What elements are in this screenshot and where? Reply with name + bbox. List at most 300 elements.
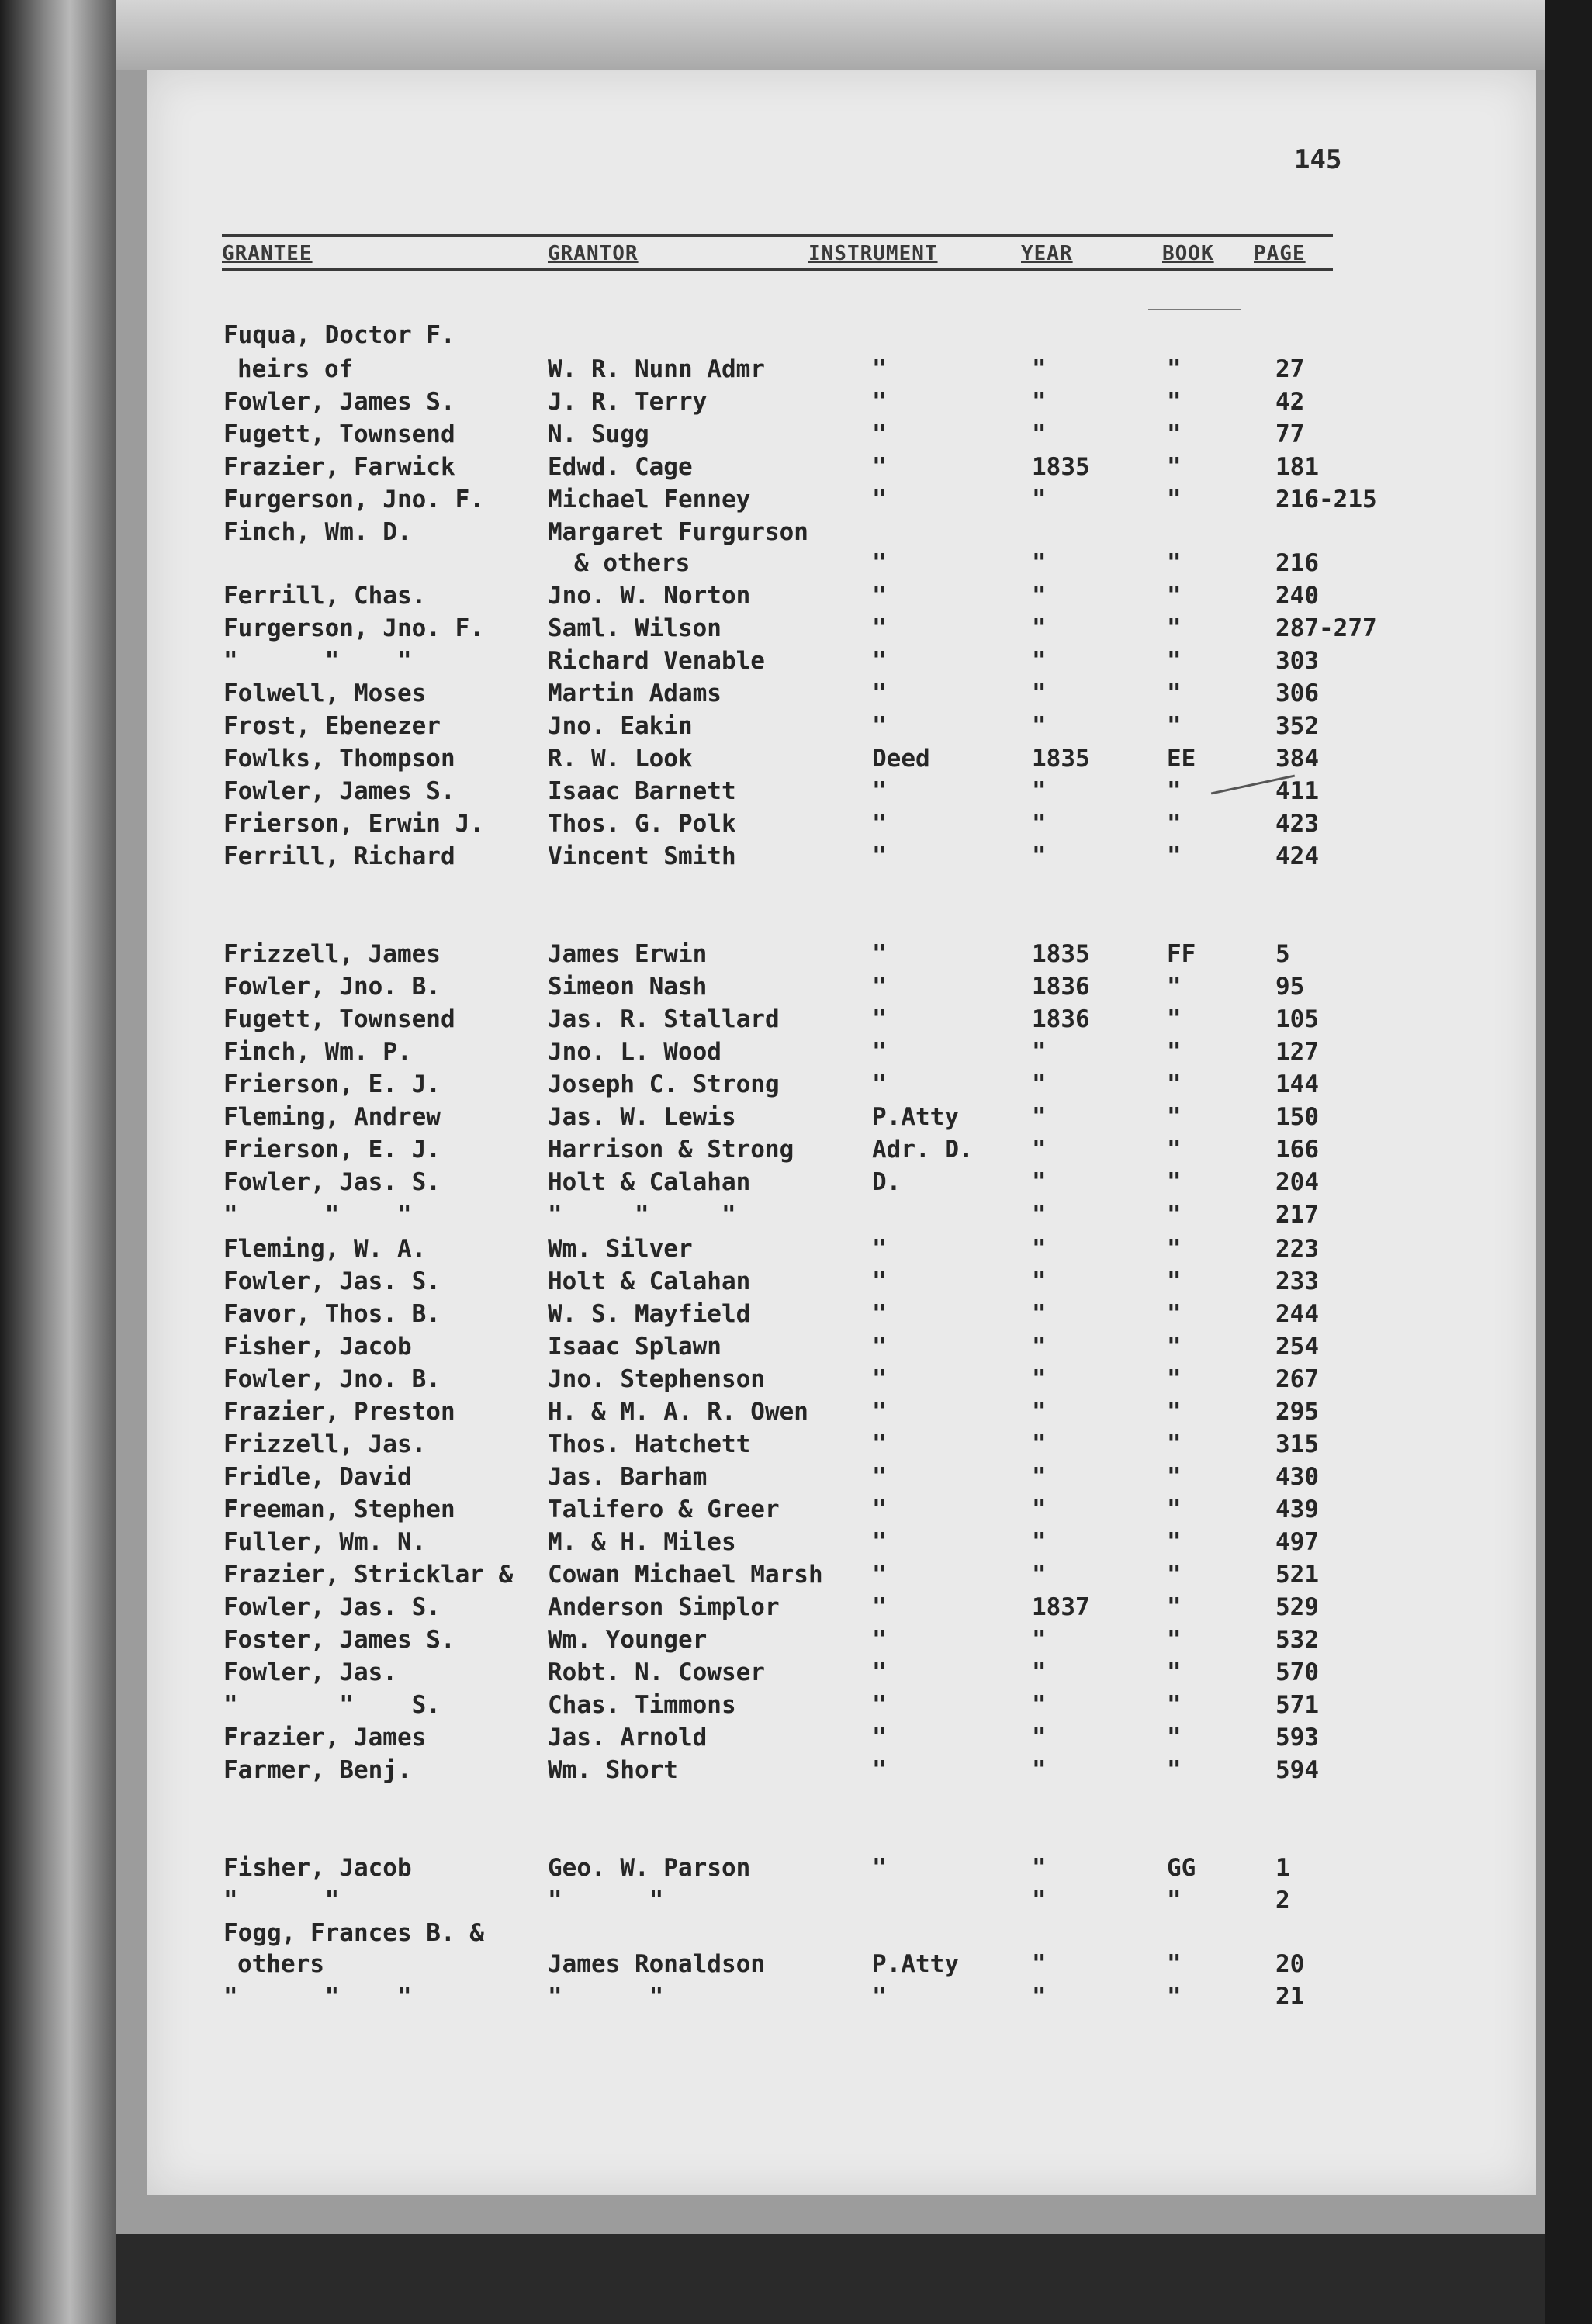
cell-instrument: " xyxy=(872,1005,887,1033)
page-number: 145 xyxy=(1294,144,1342,175)
cell-year: " xyxy=(1032,810,1047,838)
table-row xyxy=(0,1364,1592,1395)
cell-book: " xyxy=(1167,712,1182,740)
cell-book: " xyxy=(1167,1201,1182,1229)
cell-grantor: Holt & Calahan xyxy=(548,1168,751,1196)
cell-year: " xyxy=(1032,486,1047,514)
cell-page: 570 xyxy=(1275,1658,1319,1686)
cell-year: " xyxy=(1032,647,1047,675)
cell-book: " xyxy=(1167,486,1182,514)
cell-instrument: " xyxy=(872,582,887,610)
cell-instrument: Adr. D. xyxy=(872,1136,974,1164)
cell-grantee: Fowlks, Thompson xyxy=(223,745,455,773)
cell-book: " xyxy=(1167,842,1182,870)
cell-instrument: " xyxy=(872,1365,887,1393)
table-row xyxy=(0,1494,1592,1525)
cell-grantee: " " " xyxy=(223,1201,412,1229)
header-instrument: INSTRUMENT xyxy=(808,242,938,265)
cell-page: 532 xyxy=(1275,1626,1319,1654)
table-row xyxy=(0,1918,1592,1949)
header-grantor: GRANTOR xyxy=(548,242,639,265)
cell-grantor: Wm. Silver xyxy=(548,1235,693,1263)
cell-instrument: D. xyxy=(872,1168,902,1196)
cell-instrument: " xyxy=(872,680,887,707)
cell-page: 21 xyxy=(1275,1983,1305,2011)
cell-book: " xyxy=(1167,1691,1182,1719)
cell-year: " xyxy=(1032,712,1047,740)
table-row xyxy=(0,1722,1592,1753)
cell-grantor: " " " xyxy=(548,1201,736,1229)
cell-grantor: " " xyxy=(548,1887,664,1914)
table-row xyxy=(0,451,1592,482)
cell-instrument: " xyxy=(872,712,887,740)
cell-page: 144 xyxy=(1275,1070,1319,1098)
cell-book: " xyxy=(1167,1528,1182,1556)
table-row xyxy=(0,711,1592,742)
cell-grantor: Isaac Splawn xyxy=(548,1333,722,1361)
cell-grantor: Wm. Short xyxy=(548,1756,678,1784)
cell-book: " xyxy=(1167,1235,1182,1263)
cell-year: " xyxy=(1032,1528,1047,1556)
cell-book: FF xyxy=(1167,940,1196,968)
cell-year: " xyxy=(1032,1463,1047,1491)
table-row xyxy=(0,1949,1592,1980)
cell-year: " xyxy=(1032,1070,1047,1098)
table-row xyxy=(0,354,1592,385)
cell-book: GG xyxy=(1167,1854,1196,1882)
cell-book: " xyxy=(1167,1593,1182,1621)
table-row xyxy=(0,517,1592,548)
cell-page: 497 xyxy=(1275,1528,1319,1556)
cell-instrument: " xyxy=(872,1691,887,1719)
cell-book: " xyxy=(1167,1365,1182,1393)
cell-grantee: Fuller, Wm. N. xyxy=(223,1528,427,1556)
table-row xyxy=(0,1167,1592,1198)
cell-page: 216-215 xyxy=(1275,486,1377,514)
cell-book: " xyxy=(1167,549,1182,577)
cell-year: " xyxy=(1032,549,1047,577)
cell-page: 594 xyxy=(1275,1756,1319,1784)
table-row xyxy=(0,1461,1592,1492)
cell-book: " xyxy=(1167,1333,1182,1361)
cell-grantor: Joseph C. Strong xyxy=(548,1070,780,1098)
cell-grantor: Cowan Michael Marsh xyxy=(548,1561,823,1589)
cell-grantor: James Erwin xyxy=(548,940,708,968)
table-row xyxy=(0,419,1592,450)
table-row xyxy=(0,1592,1592,1623)
table-row xyxy=(0,1885,1592,1916)
cell-instrument: " xyxy=(872,486,887,514)
cell-grantor: Jas. R. Stallard xyxy=(548,1005,780,1033)
cell-grantor: Chas. Timmons xyxy=(548,1691,736,1719)
cell-grantee: Freeman, Stephen xyxy=(223,1496,455,1523)
table-row xyxy=(0,320,1592,351)
cell-grantor: N. Sugg xyxy=(548,420,649,448)
table-row xyxy=(0,1624,1592,1655)
cell-book: " xyxy=(1167,973,1182,1001)
table-row xyxy=(0,1527,1592,1558)
cell-instrument: " xyxy=(872,1724,887,1752)
cell-instrument: " xyxy=(872,1070,887,1098)
cell-book: " xyxy=(1167,1887,1182,1914)
cell-grantee: " " S. xyxy=(223,1691,441,1719)
cell-year: " xyxy=(1032,1103,1047,1131)
cell-page: 20 xyxy=(1275,1950,1305,1978)
cell-book: " xyxy=(1167,1724,1182,1752)
cell-grantor: Wm. Younger xyxy=(548,1626,708,1654)
cell-book: " xyxy=(1167,1038,1182,1066)
cell-grantor: Geo. W. Parson xyxy=(548,1854,751,1882)
cell-grantor: M. & H. Miles xyxy=(548,1528,736,1556)
cell-grantee: Frazier, Farwick xyxy=(223,453,455,481)
cell-book: " xyxy=(1167,420,1182,448)
cell-grantor: R. W. Look xyxy=(548,745,693,773)
cell-book: " xyxy=(1167,1168,1182,1196)
cell-grantee: Frazier, Preston xyxy=(223,1398,455,1426)
table-row xyxy=(0,1036,1592,1067)
cell-grantor: Jno. Eakin xyxy=(548,712,693,740)
cell-instrument: " xyxy=(872,1430,887,1458)
cell-instrument: " xyxy=(872,549,887,577)
cell-book: " xyxy=(1167,1398,1182,1426)
cell-grantor: James Ronaldson xyxy=(548,1950,765,1978)
cell-book: " xyxy=(1167,647,1182,675)
cell-page: 217 xyxy=(1275,1201,1319,1229)
cell-book: " xyxy=(1167,1267,1182,1295)
table-row xyxy=(0,1852,1592,1883)
cell-book: " xyxy=(1167,1756,1182,1784)
cell-grantee: Fowler, Jas. xyxy=(223,1658,397,1686)
cell-page: 127 xyxy=(1275,1038,1319,1066)
cell-grantor: W. S. Mayfield xyxy=(548,1300,751,1328)
cell-grantor: Holt & Calahan xyxy=(548,1267,751,1295)
cell-grantor: Jno. W. Norton xyxy=(548,582,751,610)
cell-grantor: Jas. Barham xyxy=(548,1463,708,1491)
cell-year: 1835 xyxy=(1032,453,1090,481)
cell-grantor: Saml. Wilson xyxy=(548,614,722,642)
cell-instrument: " xyxy=(872,1593,887,1621)
cell-page: 439 xyxy=(1275,1496,1319,1523)
table-row xyxy=(0,939,1592,970)
cell-page: 529 xyxy=(1275,1593,1319,1621)
cell-book: " xyxy=(1167,680,1182,707)
table-row xyxy=(0,484,1592,515)
cell-grantor: Thos. Hatchett xyxy=(548,1430,751,1458)
table-row xyxy=(0,645,1592,676)
table-row xyxy=(0,1101,1592,1133)
table-row xyxy=(0,1004,1592,1035)
cell-book: " xyxy=(1167,1300,1182,1328)
table-row xyxy=(0,841,1592,872)
cell-instrument: " xyxy=(872,1333,887,1361)
cell-page: 95 xyxy=(1275,973,1305,1001)
cell-grantee: Fowler, Jas. S. xyxy=(223,1267,441,1295)
cell-instrument: " xyxy=(872,1756,887,1784)
cell-grantor: " " xyxy=(548,1983,664,2011)
table-row xyxy=(0,743,1592,774)
cell-grantee: Frierson, E. J. xyxy=(223,1136,441,1164)
cell-page: 233 xyxy=(1275,1267,1319,1295)
cell-grantee: Fogg, Frances B. & xyxy=(223,1919,484,1947)
cell-book: " xyxy=(1167,810,1182,838)
cell-grantor: Jno. Stephenson xyxy=(548,1365,765,1393)
cell-year: " xyxy=(1032,777,1047,805)
cell-grantee: heirs of xyxy=(237,355,354,383)
cell-year: " xyxy=(1032,1854,1047,1882)
table-row xyxy=(0,1331,1592,1362)
cell-instrument: " xyxy=(872,973,887,1001)
cell-book: EE xyxy=(1167,745,1196,773)
cell-page: 287-277 xyxy=(1275,614,1377,642)
cell-grantor: Jno. L. Wood xyxy=(548,1038,722,1066)
cell-instrument: " xyxy=(872,1398,887,1426)
cell-year: " xyxy=(1032,1724,1047,1752)
cell-grantee: Frierson, Erwin J. xyxy=(223,810,484,838)
header-book: BOOK xyxy=(1162,242,1214,265)
cell-book: " xyxy=(1167,453,1182,481)
table-row xyxy=(0,548,1592,579)
cell-grantee: Frost, Ebenezer xyxy=(223,712,441,740)
cell-year: " xyxy=(1032,582,1047,610)
table-row xyxy=(0,1233,1592,1264)
cell-year: 1837 xyxy=(1032,1593,1090,1621)
cell-instrument: " xyxy=(872,842,887,870)
cell-page: 430 xyxy=(1275,1463,1319,1491)
cell-year: 1835 xyxy=(1032,940,1090,968)
cell-grantee: Fugett, Townsend xyxy=(223,1005,455,1033)
cell-page: 240 xyxy=(1275,582,1319,610)
cell-grantor: Robt. N. Cowser xyxy=(548,1658,765,1686)
cell-grantee: Fuqua, Doctor F. xyxy=(223,321,455,349)
table-row xyxy=(0,613,1592,644)
cell-page: 352 xyxy=(1275,712,1319,740)
cell-year: " xyxy=(1032,1983,1047,2011)
cell-grantee: " " xyxy=(223,1887,340,1914)
cell-grantee: Furgerson, Jno. F. xyxy=(223,486,484,514)
cell-book: " xyxy=(1167,1005,1182,1033)
cell-book: " xyxy=(1167,1430,1182,1458)
cell-year: " xyxy=(1032,842,1047,870)
cell-instrument: " xyxy=(872,1496,887,1523)
cell-page: 244 xyxy=(1275,1300,1319,1328)
table-row xyxy=(0,1134,1592,1165)
cell-instrument: P.Atty xyxy=(872,1950,959,1978)
cell-grantor: Margaret Furgurson xyxy=(548,518,808,546)
cell-instrument: " xyxy=(872,453,887,481)
cell-grantee: Frazier, James xyxy=(223,1724,427,1752)
cell-year: " xyxy=(1032,1038,1047,1066)
cell-year: " xyxy=(1032,1267,1047,1295)
cell-page: 571 xyxy=(1275,1691,1319,1719)
cell-instrument: " xyxy=(872,1561,887,1589)
cell-grantee: others xyxy=(237,1950,324,1978)
cell-grantor: & others xyxy=(574,549,690,577)
cell-grantor: Michael Fenney xyxy=(548,486,751,514)
cell-page: 423 xyxy=(1275,810,1319,838)
cell-grantee: " " " xyxy=(223,1983,412,2011)
cell-year: 1836 xyxy=(1032,1005,1090,1033)
cell-book: " xyxy=(1167,1983,1182,2011)
cell-year: " xyxy=(1032,1561,1047,1589)
cell-instrument: " xyxy=(872,1038,887,1066)
cell-year: " xyxy=(1032,1626,1047,1654)
cell-year: " xyxy=(1032,355,1047,383)
cell-year: " xyxy=(1032,1691,1047,1719)
cell-instrument: " xyxy=(872,777,887,805)
cell-instrument: " xyxy=(872,388,887,416)
cell-book: " xyxy=(1167,1496,1182,1523)
cell-grantee: Fisher, Jacob xyxy=(223,1333,412,1361)
cell-grantee: Fleming, W. A. xyxy=(223,1235,427,1263)
cell-year: " xyxy=(1032,1300,1047,1328)
cell-grantor: Jas. Arnold xyxy=(548,1724,708,1752)
table-row xyxy=(0,1657,1592,1688)
cell-year: " xyxy=(1032,1496,1047,1523)
table-row xyxy=(0,1755,1592,1786)
cell-page: 27 xyxy=(1275,355,1305,383)
cell-page: 2 xyxy=(1275,1887,1290,1914)
cell-page: 267 xyxy=(1275,1365,1319,1393)
cell-instrument: " xyxy=(872,1658,887,1686)
cell-book: " xyxy=(1167,1103,1182,1131)
cell-year: " xyxy=(1032,1168,1047,1196)
cell-grantor: Martin Adams xyxy=(548,680,722,707)
cell-page: 166 xyxy=(1275,1136,1319,1164)
table-row xyxy=(0,1429,1592,1460)
cell-grantee: Fridle, David xyxy=(223,1463,412,1491)
cell-instrument: " xyxy=(872,420,887,448)
cell-book: " xyxy=(1167,355,1182,383)
table-row xyxy=(0,580,1592,611)
table-row xyxy=(0,1266,1592,1297)
cell-book: " xyxy=(1167,1463,1182,1491)
cell-grantor: J. R. Terry xyxy=(548,388,708,416)
cell-grantee: Furgerson, Jno. F. xyxy=(223,614,484,642)
cell-grantor: W. R. Nunn Admr xyxy=(548,355,765,383)
cell-year: " xyxy=(1032,1950,1047,1978)
cell-book: " xyxy=(1167,1070,1182,1098)
cell-grantee: Fisher, Jacob xyxy=(223,1854,412,1882)
cell-page: 593 xyxy=(1275,1724,1319,1752)
cell-book: " xyxy=(1167,1950,1182,1978)
cell-grantee: Frizzell, Jas. xyxy=(223,1430,427,1458)
cell-grantee: Frierson, E. J. xyxy=(223,1070,441,1098)
cell-page: 1 xyxy=(1275,1854,1290,1882)
cell-grantee: Ferrill, Richard xyxy=(223,842,455,870)
cell-grantee: Fowler, Jas. S. xyxy=(223,1593,441,1621)
table-row xyxy=(0,678,1592,709)
table-row xyxy=(0,1559,1592,1590)
cell-year: " xyxy=(1032,1136,1047,1164)
table-row xyxy=(0,808,1592,839)
table-row xyxy=(0,1981,1592,2012)
cell-instrument: " xyxy=(872,1463,887,1491)
cell-book: " xyxy=(1167,1626,1182,1654)
cell-grantee: Fowler, James S. xyxy=(223,777,455,805)
cell-year: " xyxy=(1032,1235,1047,1263)
cell-grantee: Fleming, Andrew xyxy=(223,1103,441,1131)
cell-grantor: H. & M. A. R. Owen xyxy=(548,1398,808,1426)
cell-year: " xyxy=(1032,1430,1047,1458)
header-year: YEAR xyxy=(1021,242,1073,265)
cell-year: " xyxy=(1032,614,1047,642)
cell-year: 1836 xyxy=(1032,973,1090,1001)
cell-year: " xyxy=(1032,420,1047,448)
cell-instrument: " xyxy=(872,1626,887,1654)
cell-instrument: " xyxy=(872,1300,887,1328)
cell-page: 223 xyxy=(1275,1235,1319,1263)
cell-page: 411 xyxy=(1275,777,1319,805)
cell-instrument: " xyxy=(872,1528,887,1556)
cell-grantor: Talifero & Greer xyxy=(548,1496,780,1523)
cell-book: " xyxy=(1167,1658,1182,1686)
cell-page: 306 xyxy=(1275,680,1319,707)
cell-book: " xyxy=(1167,582,1182,610)
cell-year: " xyxy=(1032,1398,1047,1426)
cell-grantor: Jas. W. Lewis xyxy=(548,1103,736,1131)
cell-year: " xyxy=(1032,1201,1047,1229)
header-page: PAGE xyxy=(1254,242,1306,265)
cell-year: 1835 xyxy=(1032,745,1090,773)
cell-instrument: " xyxy=(872,647,887,675)
cell-instrument: P.Atty xyxy=(872,1103,959,1131)
cell-instrument: " xyxy=(872,1235,887,1263)
cell-grantee: Fowler, Jno. B. xyxy=(223,1365,441,1393)
table-row xyxy=(0,1396,1592,1427)
cell-grantor: Harrison & Strong xyxy=(548,1136,794,1164)
cell-instrument: " xyxy=(872,1983,887,2011)
cell-grantee: Finch, Wm. P. xyxy=(223,1038,412,1066)
table-row xyxy=(0,386,1592,417)
cell-grantee: Favor, Thos. B. xyxy=(223,1300,441,1328)
cell-grantor: Simeon Nash xyxy=(548,973,708,1001)
cell-grantor: Thos. G. Polk xyxy=(548,810,736,838)
cell-page: 424 xyxy=(1275,842,1319,870)
cell-page: 204 xyxy=(1275,1168,1319,1196)
table-row xyxy=(0,1199,1592,1230)
table-row xyxy=(0,1069,1592,1100)
cell-grantee: Fowler, Jas. S. xyxy=(223,1168,441,1196)
cell-year: " xyxy=(1032,1756,1047,1784)
header-grantee: GRANTEE xyxy=(222,242,313,265)
cell-year: " xyxy=(1032,1887,1047,1914)
cell-page: 295 xyxy=(1275,1398,1319,1426)
cell-instrument: " xyxy=(872,614,887,642)
cell-grantee: " " " xyxy=(223,647,412,675)
cell-page: 254 xyxy=(1275,1333,1319,1361)
cell-grantee: Fugett, Townsend xyxy=(223,420,455,448)
cell-page: 105 xyxy=(1275,1005,1319,1033)
cell-book: " xyxy=(1167,1136,1182,1164)
cell-page: 150 xyxy=(1275,1103,1319,1131)
cell-page: 77 xyxy=(1275,420,1305,448)
cell-instrument: Deed xyxy=(872,745,930,773)
cell-grantee: Ferrill, Chas. xyxy=(223,582,427,610)
cell-grantee: Fowler, Jno. B. xyxy=(223,973,441,1001)
cell-grantor: Edwd. Cage xyxy=(548,453,693,481)
cell-grantee: Farmer, Benj. xyxy=(223,1756,412,1784)
cell-page: 303 xyxy=(1275,647,1319,675)
cell-year: " xyxy=(1032,1333,1047,1361)
cell-instrument: " xyxy=(872,810,887,838)
cell-year: " xyxy=(1032,1658,1047,1686)
cell-instrument: " xyxy=(872,355,887,383)
cell-grantor: Isaac Barnett xyxy=(548,777,736,805)
cell-page: 181 xyxy=(1275,453,1319,481)
cell-book: " xyxy=(1167,777,1182,805)
cell-instrument: " xyxy=(872,1854,887,1882)
table-row xyxy=(0,776,1592,807)
